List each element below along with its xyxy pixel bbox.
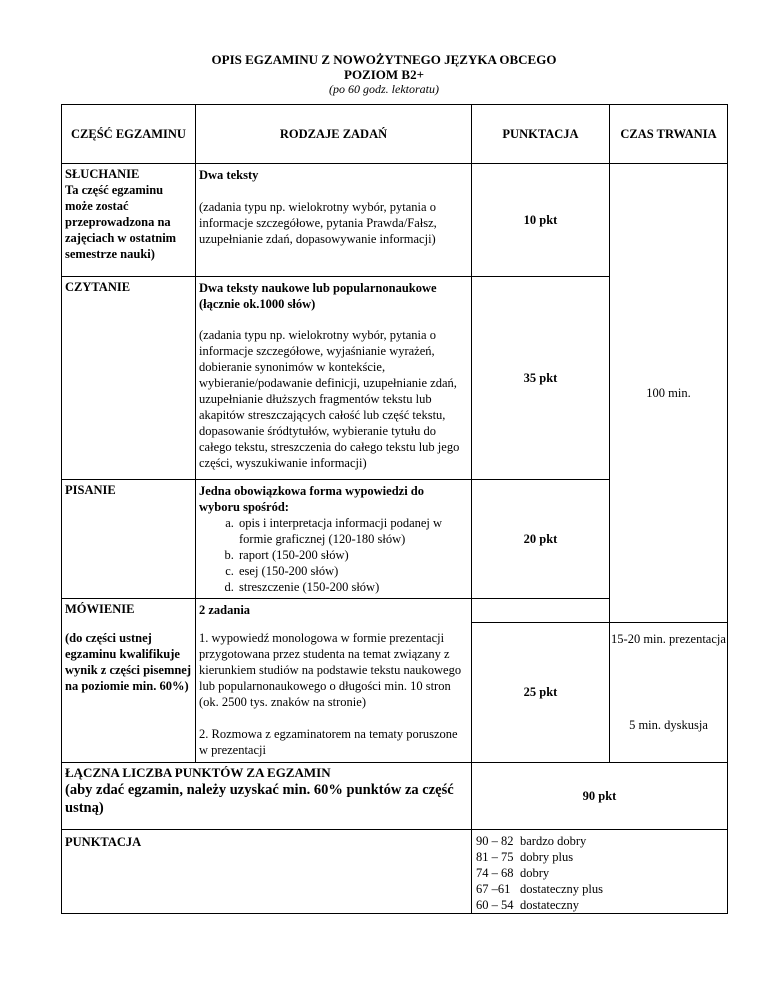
listening-task-title: Dwa teksty (199, 168, 259, 182)
reading-duration: 100 min. (610, 164, 728, 623)
header-tasks: RODZAJE ZADAŃ (196, 105, 472, 164)
total-label: ŁĄCZNA LICZBA PUNKTÓW ZA EGZAMIN (65, 764, 331, 780)
row-speaking (62, 622, 728, 762)
grading-scale (472, 829, 728, 913)
listening-points: 10 pkt (472, 164, 610, 277)
header-points: PUNKTACJA (472, 105, 610, 164)
exam-table (61, 104, 728, 914)
listening-tasks (196, 164, 472, 277)
grade-row (472, 849, 727, 865)
grading-label: PUNKTACJA (62, 829, 472, 913)
speaking-tasks (196, 622, 472, 762)
grade-name: bardzo dobry (520, 833, 587, 848)
subtitle: (po 60 godz. lektoratu) (329, 82, 439, 96)
writing-option: b. raport (150-200 słów) (237, 547, 467, 563)
speaking-task-title: 2 zadania (196, 598, 472, 622)
header-duration: CZAS TRWANIA (610, 105, 728, 164)
writing-label: PISANIE (62, 479, 196, 598)
writing-option: d. streszczenie (150-200 słów) (237, 579, 467, 595)
grade-range: 60 – 54 (476, 897, 514, 912)
grade-name: dobry (520, 865, 550, 880)
speaking-duration-presentation: 15-20 min. prezentacja (611, 631, 726, 646)
writing-options (199, 515, 467, 595)
listening-label-cell (62, 164, 196, 277)
row-grading (62, 829, 728, 913)
grade-name: dostateczny (520, 897, 580, 912)
writing-task-title: Jedna obowiązkowa forma wypowiedzi do wyboru spośród: (199, 483, 425, 514)
speaking-task2: 2. Rozmowa z egzaminatorem na tematy poruszone w prezentacji (199, 727, 458, 757)
writing-points: 20 pkt (472, 479, 610, 598)
reading-points: 35 pkt (472, 277, 610, 480)
reading-task-title: Dwa teksty naukowe lub popularnonaukowe (łącznie ok.1000 słów) (196, 277, 472, 316)
grade-name: dostateczny plus (520, 881, 603, 896)
speaking-label: MÓWIENIE (62, 598, 196, 622)
grade-row (472, 881, 727, 897)
grade-row (472, 897, 727, 913)
grade-name: dobry plus (520, 849, 574, 864)
grade-range: 74 – 68 (476, 865, 514, 880)
grade-range: 90 – 82 (476, 833, 514, 848)
writing-option: c. esej (150-200 słów) (237, 563, 467, 579)
speaking-duration (610, 622, 728, 762)
grade-range: 67 –61 (476, 881, 511, 896)
speaking-points: 25 pkt (472, 622, 610, 762)
speaking-task1: 1. wypowiedź monologowa w formie prezentacji przygotowana przez studenta na temat związany z kierunkiem studiów na podstawie tekstu naukowego lub popularnonaukowego o długości min. 10 stron (ok. 2500 tys. znaków na stronie) (199, 631, 462, 709)
writing-tasks (196, 479, 472, 598)
header-part: CZĘŚĆ EGZAMINU (62, 105, 196, 164)
listening-note: Ta część egzaminu może zostać przeprowadzona na zajęciach w ostatnim semestrze nauki) (65, 183, 177, 261)
writing-option: a. opis i interpretacja informacji podanej w formie graficznej (120-180 słów) (237, 515, 467, 547)
reading-task-desc: (zadania typu np. wielokrotny wybór, pytania o informacje szczegółowe, wyjaśnianie wyrażeń, dobieranie synonimów w kontekście, wybieranie/podawanie definicji, uzupełnianie zdań, uzupełnianie dłuższych fragmentów tekstu lub akapitów streszczających całość lub część tekstu, dopasowanie śródtytułów, wybieranie tytułu do całego tekstu, streszczenia do całego tekstu lub jego części, wyszukiwanie informacji) (196, 315, 472, 479)
grade-range: 81 – 75 (476, 849, 514, 864)
speaking-duration-discussion: 5 min. dyskusja (629, 717, 708, 732)
level-title: POZIOM B2+ (344, 67, 424, 82)
speaking-note: (do części ustnej egzaminu kwalifikuje wynik z części pisemnej na poziomie min. 60%) (62, 622, 196, 762)
document-title: OPIS EGZAMINU Z NOWOŻYTNEGO JĘZYKA OBCEGO (211, 52, 557, 67)
table-header-row (62, 105, 728, 164)
row-total (62, 762, 728, 829)
total-points: 90 pkt (472, 762, 728, 829)
total-condition: (aby zdać egzamin, należy uzyskać min. 60% punktów za część ustną) (65, 781, 454, 816)
listening-label: SŁUCHANIE (65, 167, 140, 181)
grade-row (472, 865, 727, 881)
grade-row (472, 833, 727, 849)
listening-task-desc: (zadania typu np. wielokrotny wybór, pytania o informacje szczegółowe, pytania Prawda/Fałsz, uzupełnianie zdań, dopasowywanie informacji) (199, 200, 437, 246)
total-cell (62, 762, 472, 829)
reading-label: CZYTANIE (62, 277, 196, 480)
row-listening (62, 164, 728, 277)
